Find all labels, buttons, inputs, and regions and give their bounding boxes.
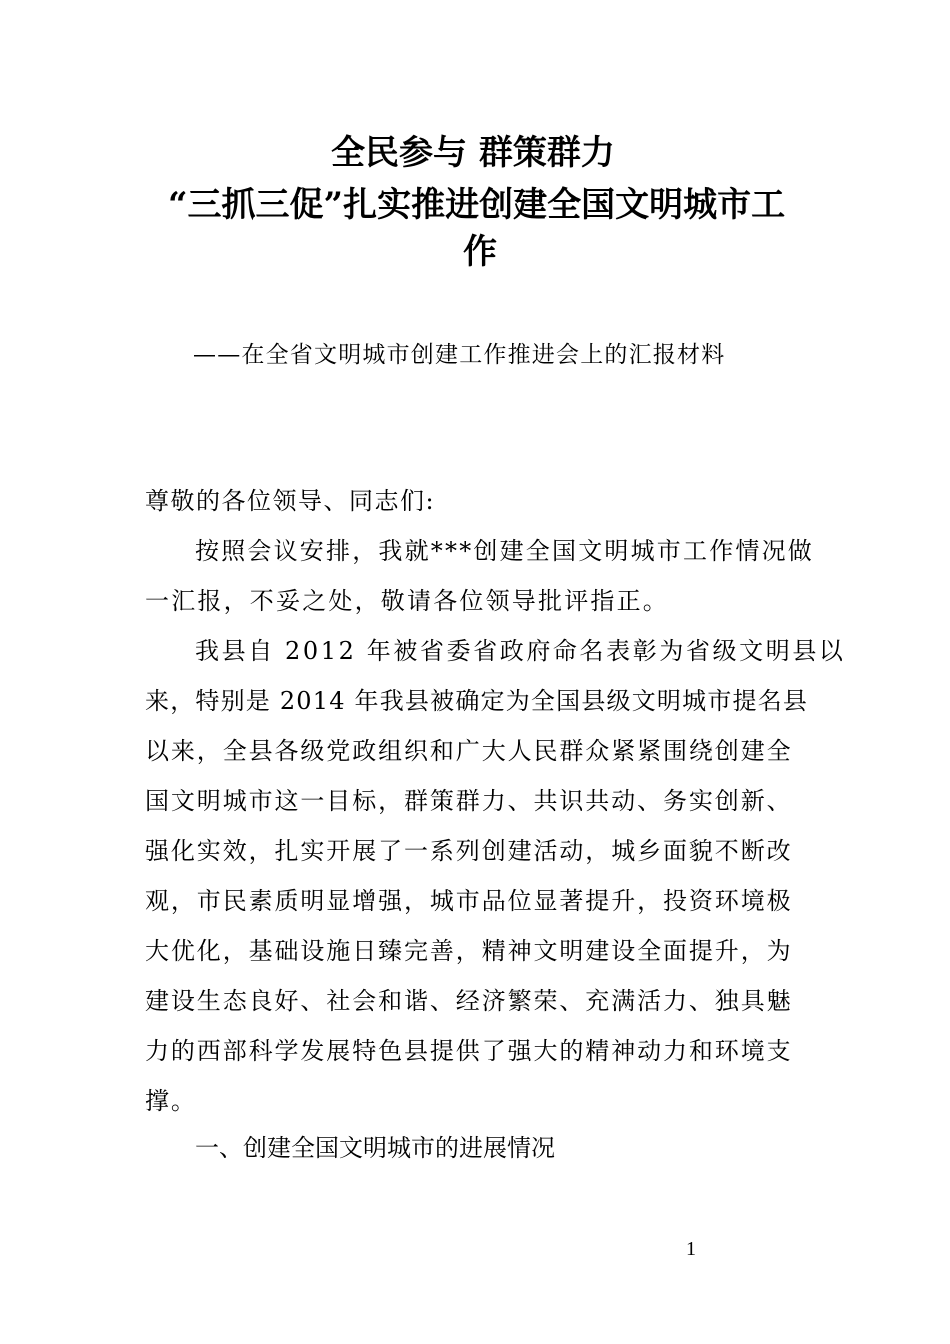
paragraph-2-line: 来，特别是 2014 年我县被确定为全国县级文明城市提名县: [145, 687, 809, 715]
page-number: 1: [686, 1238, 696, 1260]
paragraph-2-line: 观，市民素质明显增强，城市品位显著提升，投资环境极: [145, 887, 793, 915]
paragraph-2-line: 撑。: [145, 1087, 197, 1115]
paragraph-1-line: 一汇报，不妥之处，敬请各位领导批评指正。: [145, 587, 669, 615]
paragraph-2-line: 我县自 2012 年被省委省政府命名表彰为省级文明县以: [195, 637, 846, 665]
section-heading: 一、创建全国文明城市的进展情况: [195, 1134, 555, 1162]
paragraph-2-line: 强化实效，扎实开展了一系列创建活动，城乡面貌不断改: [145, 837, 793, 865]
title-line-2: “三抓三促”扎实推进创建全国文明城市工: [168, 185, 786, 225]
paragraph-1-line: 按照会议安排，我就***创建全国文明城市工作情况做: [195, 537, 814, 565]
paragraph-2-line: 国文明城市这一目标，群策群力、共识共动、务实创新、: [145, 787, 793, 815]
paragraph-2-line: 大优化，基础设施日臻完善，精神文明建设全面提升，为: [145, 937, 793, 965]
title-line-1: 全民参与 群策群力: [331, 133, 615, 173]
paragraph-2-line: 力的西部科学发展特色县提供了强大的精神动力和环境支: [145, 1037, 793, 1065]
paragraph-2-line: 以来，全县各级党政组织和广大人民群众紧紧围绕创建全: [145, 737, 793, 765]
title-line-3: 作: [463, 232, 497, 272]
salutation: 尊敬的各位领导、同志们:: [145, 487, 436, 515]
subtitle: ——在全省文明城市创建工作推进会上的汇报材料: [193, 342, 726, 368]
paragraph-2-line: 建设生态良好、社会和谐、经济繁荣、充满活力、独具魅: [145, 987, 793, 1015]
